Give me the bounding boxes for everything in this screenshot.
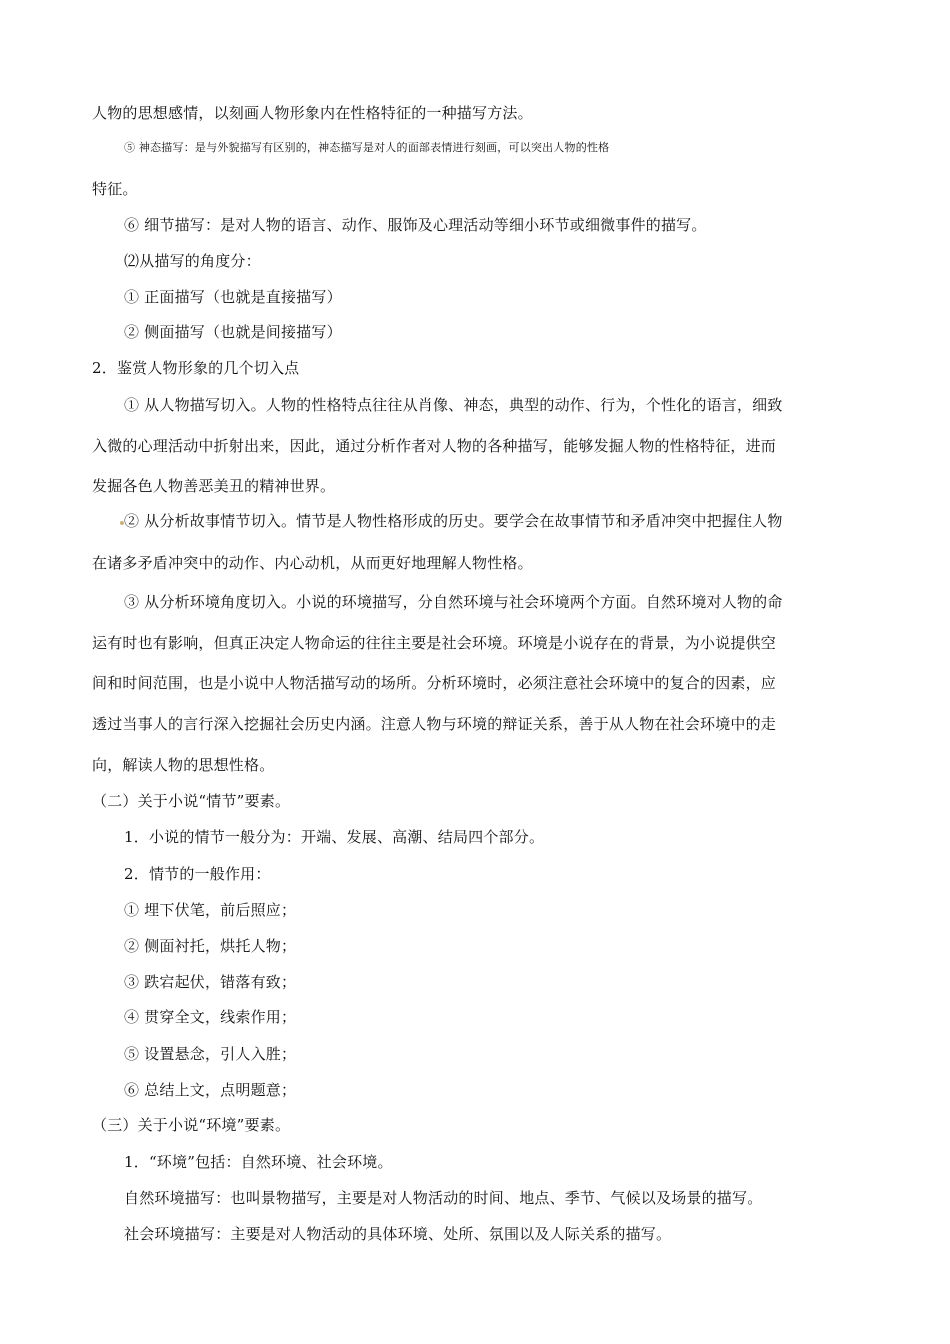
- text-line: ③ 从分析环境角度切入。小说的环境描写，分自然环境与社会环境两个方面。自然环境对人物的命: [124, 593, 783, 611]
- text-line-content: ⑤ 神态描写：是与外貌描写有区别的，神态描写是对人的面部表情进行刻画，可以突出人物的性格: [124, 141, 610, 154]
- text-line: 人物的思想感情，以刻画人物形象内在性格特征的一种描写方法。: [92, 104, 533, 122]
- text-line: 发掘各色人物善恶美丑的精神世界。: [92, 477, 336, 495]
- text-line: 1．“环境”包括：自然环境、社会环境。: [124, 1153, 393, 1171]
- text-line: 入微的心理活动中折射出来，因此，通过分析作者对人物的各种描写，能够发掘人物的性格特征，进而: [92, 437, 777, 455]
- text-line: [124, 138, 890, 158]
- section-heading: （二）关于小说“情节”要素。: [92, 792, 291, 810]
- list-item: ⑤ 设置悬念，引人入胜；: [124, 1045, 297, 1063]
- text-line: 自然环境描写：也叫景物描写，主要是对人物活动的时间、地点、季节、气候以及场景的描写。: [124, 1189, 763, 1207]
- text-line: ⑥ 细节描写：是对人物的语言、动作、服饰及心理活动等细小环节或细微事件的描写。: [124, 216, 707, 234]
- text-line: ② 从分析故事情节切入。情节是人物性格形成的历史。要学会在故事情节和矛盾冲突中把握住人物: [124, 512, 783, 530]
- text-line: ① 从人物描写切入。人物的性格特点往往从肖像、神态，典型的动作、行为，个性化的语言，细致: [124, 396, 783, 414]
- text-line: ⑵从描写的角度分：: [124, 252, 261, 270]
- list-item: ① 埋下伏笔，前后照应；: [124, 901, 297, 919]
- text-line: ② 侧面描写（也就是间接描写）: [124, 323, 342, 341]
- list-item: ② 侧面衬托，烘托人物；: [124, 937, 297, 955]
- text-line: 间和时间范围，也是小说中人物活描写动的场所。分析环境时，必须注意社会环境中的复合的因素，应: [92, 674, 777, 692]
- text-line: 1．小说的情节一般分为：开端、发展、高潮、结局四个部分。: [124, 828, 545, 846]
- section-heading: （三）关于小说“环境”要素。: [92, 1116, 291, 1134]
- list-item: ③ 跌宕起伏，错落有致；: [124, 973, 297, 991]
- text-line: 在诸多矛盾冲突中的动作、内心动机，从而更好地理解人物性格。: [92, 554, 533, 572]
- list-item: ⑥ 总结上文，点明题意；: [124, 1081, 297, 1099]
- text-line: 特征。: [92, 180, 138, 198]
- text-line: 向，解读人物的思想性格。: [92, 756, 275, 774]
- text-line: 2．情节的一般作用：: [124, 865, 271, 883]
- text-line: 透过当事人的言行深入挖掘社会历史内涵。注意人物与环境的辩证关系，善于从人物在社会环境中的走: [92, 715, 777, 733]
- text-line: 社会环境描写：主要是对人物活动的具体环境、处所、氛围以及人际关系的描写。: [124, 1225, 672, 1243]
- section-heading: 2．鉴赏人物形象的几个切入点: [92, 359, 300, 377]
- text-line: ① 正面描写（也就是直接描写）: [124, 288, 342, 306]
- list-item: ④ 贯穿全文，线索作用；: [124, 1008, 297, 1026]
- text-line: 运有时也有影响，但真正决定人物命运的往往主要是社会环境。环境是小说存在的背景，为小说提供空: [92, 634, 777, 652]
